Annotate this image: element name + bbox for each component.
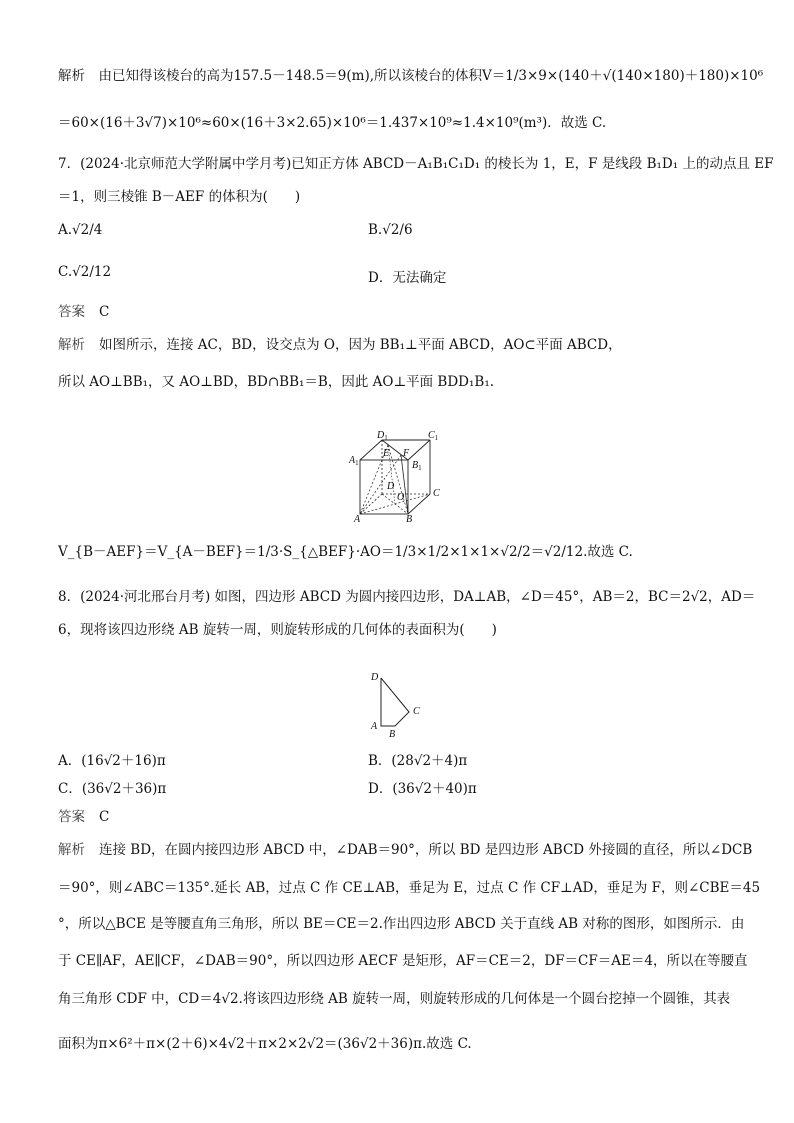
q7-option-c: C.√2/12: [58, 264, 112, 280]
label-B1: $B_1$: [412, 460, 422, 472]
q8-option-d: D．(36√2＋40)π: [368, 781, 477, 797]
q7-solution-line-1: [58, 333, 622, 353]
q7-solution-line-2: 所以 AO⊥BB₁，又 AO⊥BD，BD∩BB₁＝B，因此 AO⊥平面 BDD₁B₁.: [58, 374, 495, 390]
cube-figure: [340, 426, 450, 526]
q8-stem-line-2: 6，现将该四边形绕 AB 旋转一周，则旋转形成的几何体的表面积为( ): [58, 622, 497, 638]
q7-answer-row: [58, 300, 109, 320]
label-A: A: [354, 514, 361, 525]
answer-label: 答案: [58, 809, 85, 825]
label-B: B: [406, 514, 413, 525]
label-O: O: [397, 492, 405, 503]
q7-solution-text-1: 如图所示，连接 AC，BD，设交点为 O，因为 BB₁⊥平面 ABCD，AO⊂平面 ABCD，: [99, 337, 622, 353]
q8-option-a: A．(16√2＋16)π: [58, 753, 166, 769]
solution-label: 解析: [58, 842, 85, 858]
q8-solution-line-1: [58, 838, 752, 858]
label-F: F: [403, 448, 410, 459]
q7-stem-line-1: 7．(2024·北京师范大学附属中学月考)已知正方体 ABCD－A₁B₁C₁D₁ 的棱长为 1，E，F 是线段 B₁D₁ 上的动点且 EF: [58, 156, 774, 172]
q7-option-a: A.√2/4: [58, 222, 103, 238]
solution-line-2: ＝60×(16＋3√7)×10⁶≈60×(16＋3×2.65)×10⁶＝1.437×10⁹≈1.4×10⁹(m³)．故选 C.: [58, 115, 607, 131]
q8-solution-text-1: 连接 BD，在圆内接四边形 ABCD 中，∠DAB＝90°，所以 BD 是四边形 ABCD 外接圆的直径，所以∠DCB: [99, 842, 753, 858]
label-D: D: [387, 481, 395, 492]
solution-line-1: 解析 由已知得该棱台的高为157.5－148.5＝9(m),所以该棱台的体积V＝1/3×9×(140＋√(140×180)＋180)×10⁶: [58, 68, 764, 84]
q7-solution-line-3: V_{B－AEF}＝V_{A－BEF}＝1/3·S_{△BEF}·AO＝1/3×1/2×1×1×√2/2＝√2/12.故选 C.: [58, 544, 633, 560]
quad-label-C: C: [413, 706, 420, 717]
label-C: C: [433, 488, 440, 499]
label-C1: $C_1$: [428, 430, 439, 442]
q8-solution-line-3: °，所以△BCE 是等腰直角三角形，所以 BE＝CE＝2.作出四边形 ABCD 关于直线 AB 对称的图形，如图所示．由: [58, 916, 745, 932]
label-E: E: [383, 448, 390, 459]
q7-answer: C: [99, 304, 110, 320]
q8-solution-line-6: 面积为π×6²＋π×(2＋6)×4√2＋π×2×2√2＝(36√2＋36)π.故选 C.: [58, 1036, 472, 1052]
answer-label: 答案: [58, 304, 85, 320]
q8-solution-line-2: ＝90°，则∠ABC＝135°.延长 AB，过点 C 作 CE⊥AB，垂足为 E，过点 C 作 CF⊥AD，垂足为 F，则∠CBE＝45: [58, 880, 761, 896]
quad-label-A: A: [371, 721, 378, 732]
quad-label-B: B: [389, 729, 396, 740]
quadrilateral-figure: [362, 668, 432, 740]
q7-stem-line-2: ＝1，则三棱锥 B－AEF 的体积为( ): [58, 189, 301, 205]
q7-option-b: B.√2/6: [368, 222, 413, 238]
q8-solution-line-5: 角三角形 CDF 中，CD＝4√2.将该四边形绕 AB 旋转一周，则旋转形成的几何体是一个圆台挖掉一个圆锥，其表: [58, 991, 731, 1007]
q8-option-c: C．(36√2＋36)π: [58, 781, 167, 797]
solution-label: 解析: [58, 337, 85, 353]
q8-solution-line-4: 于 CE∥AF，AE∥CF，∠DAB＝90°，所以四边形 AECF 是矩形，AF＝CE＝2，DF＝CF＝AE＝4，所以在等腰直: [58, 953, 748, 969]
q7-option-d: D．无法确定: [368, 270, 447, 286]
q8-answer: C: [99, 809, 110, 825]
label-A1: $A_1$: [349, 455, 359, 467]
quad-label-D: D: [371, 672, 379, 683]
q8-option-b: B．(28√2＋4)π: [368, 753, 468, 769]
label-D1: $D_1$: [377, 430, 388, 442]
q8-answer-row: [58, 805, 109, 825]
q8-stem-line-1: 8．(2024·河北邢台月考) 如图，四边形 ABCD 为圆内接四边形，DA⊥AB，∠D＝45°，AB＝2，BC＝2√2，AD＝: [58, 589, 756, 605]
